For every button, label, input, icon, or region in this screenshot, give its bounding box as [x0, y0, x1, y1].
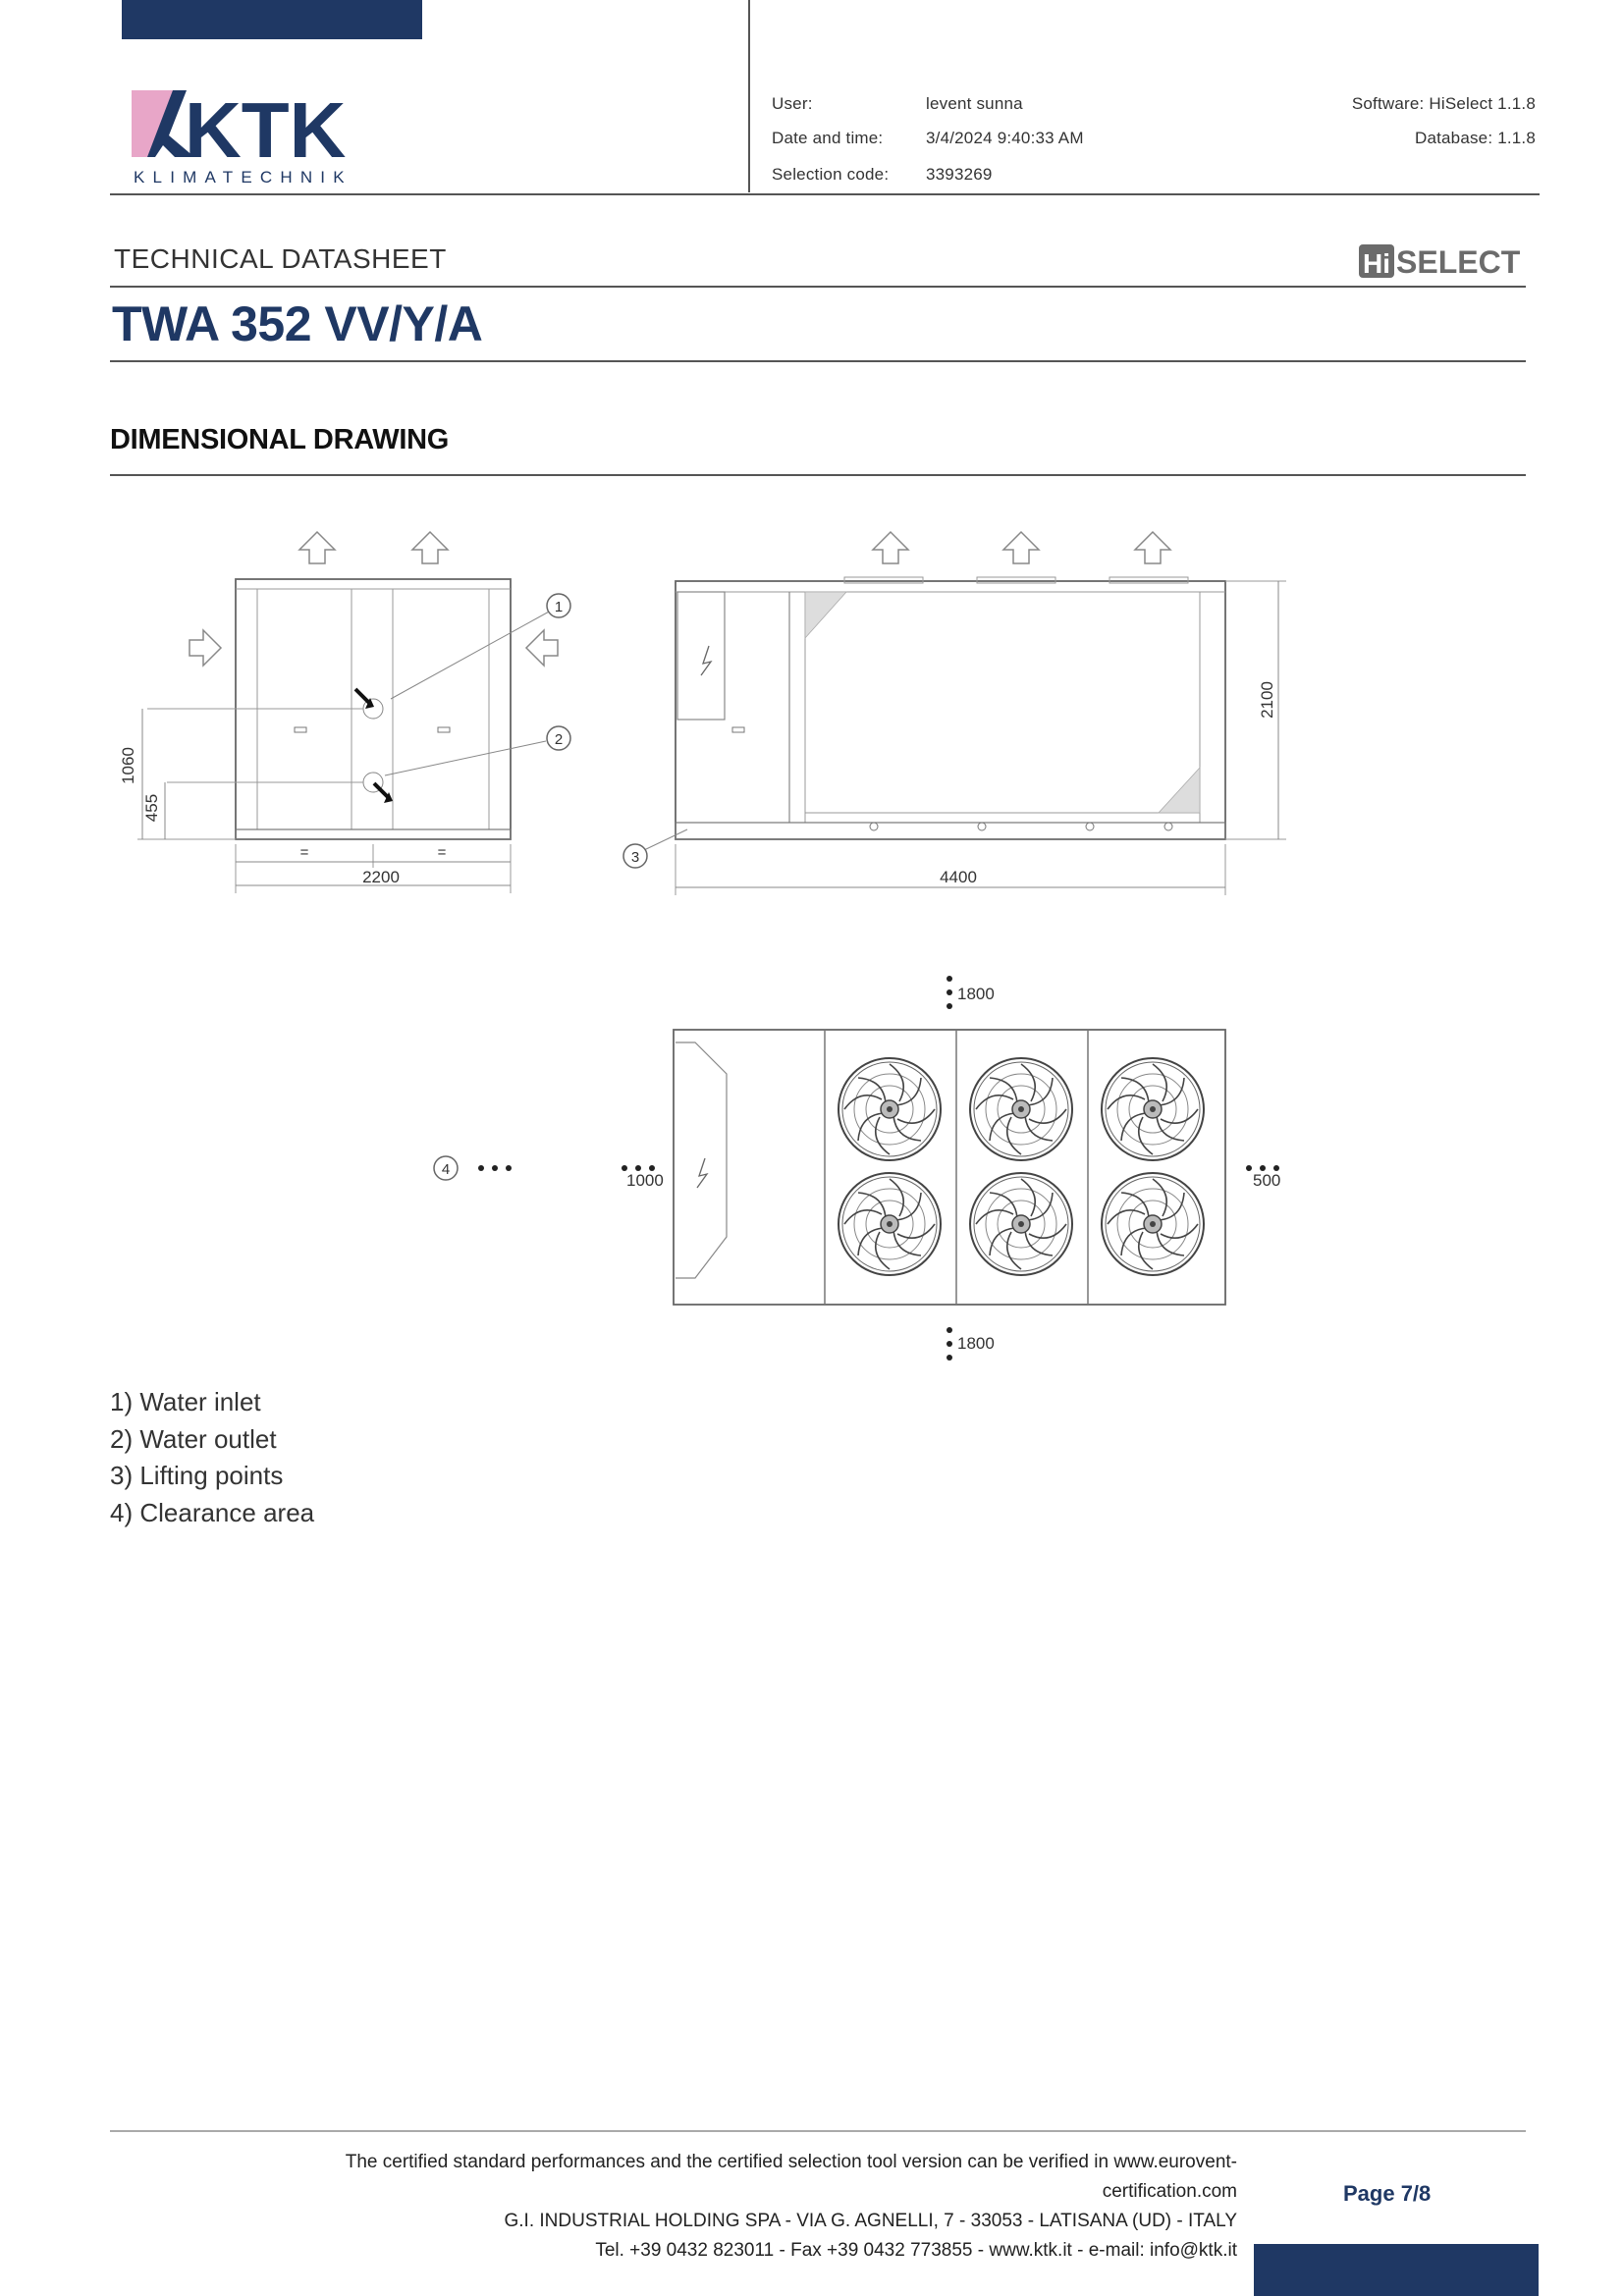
user-label: User: — [772, 94, 813, 113]
footer-contact: Tel. +39 0432 823011 - Fax +39 0432 773855 - www.ktk.it - e-mail: info@ktk.it — [595, 2240, 1237, 2261]
dim-equal-left: = — [299, 844, 309, 861]
section-title: DIMENSIONAL DRAWING — [110, 424, 449, 455]
callout-4: 4 — [441, 1161, 451, 1178]
datetime-value: 3/4/2024 9:40:33 AM — [926, 129, 1084, 147]
bottom-accent-bar — [1254, 2244, 1539, 2296]
legend-list — [110, 1384, 314, 1531]
clearance-bottom: 1800 — [957, 1334, 995, 1353]
front-view — [119, 532, 570, 893]
selection-value: 3393269 — [926, 165, 993, 184]
footer-certification: The certified standard performances and the certified selection tool version can be verified in www.eurovent-certification.com — [345, 2152, 1237, 2202]
logo-tagline: KLIMATECHNIK — [134, 168, 352, 185]
legend-item-water-outlet: 2) Water outlet — [110, 1423, 277, 1454]
dim-height-side: 2100 — [1258, 681, 1276, 719]
legend-item-lifting-points: 3) Lifting points — [110, 1461, 284, 1490]
callout-2: 2 — [554, 731, 564, 748]
top-view — [434, 976, 1280, 1361]
datetime-label: Date and time: — [772, 129, 884, 147]
hiselect-hi: Hi — [1363, 248, 1390, 279]
selection-label: Selection code: — [772, 165, 890, 184]
legend-item-water-inlet: 1) Water inlet — [110, 1387, 261, 1416]
clearance-left: 1000 — [626, 1171, 664, 1190]
legend-item-clearance-area: 4) Clearance area — [110, 1497, 315, 1527]
software-version: Software: HiSelect 1.1.8 — [1351, 94, 1536, 113]
user-value: levent sunna — [926, 94, 1023, 113]
callout-1: 1 — [554, 599, 564, 615]
page-number: Page 7/8 — [1343, 2181, 1432, 2206]
dim-inlet-height: 1060 — [119, 747, 137, 784]
dim-outlet-height: 455 — [142, 793, 161, 823]
dim-equal-right: = — [437, 844, 447, 861]
logo-brand: KTK — [185, 86, 347, 174]
clearance-top: 1800 — [957, 985, 995, 1003]
footer-text — [295, 2148, 1237, 2266]
database-version: Database: 1.1.8 — [1414, 129, 1536, 147]
clearance-right: 500 — [1253, 1171, 1281, 1190]
dim-length-side: 4400 — [940, 868, 977, 886]
document-type: TECHNICAL DATASHEET — [114, 243, 447, 274]
hiselect-select: SELECT — [1396, 244, 1521, 280]
footer-address: G.I. INDUSTRIAL HOLDING SPA - VIA G. AGNELLI, 7 - 33053 - LATISANA (UD) - ITALY — [504, 2211, 1237, 2231]
footer-rule — [110, 2130, 1526, 2132]
model-title: TWA 352 VV/Y/A — [112, 296, 483, 351]
side-view — [623, 532, 1286, 895]
callout-3: 3 — [630, 849, 640, 866]
dim-width-front: 2200 — [362, 868, 400, 886]
